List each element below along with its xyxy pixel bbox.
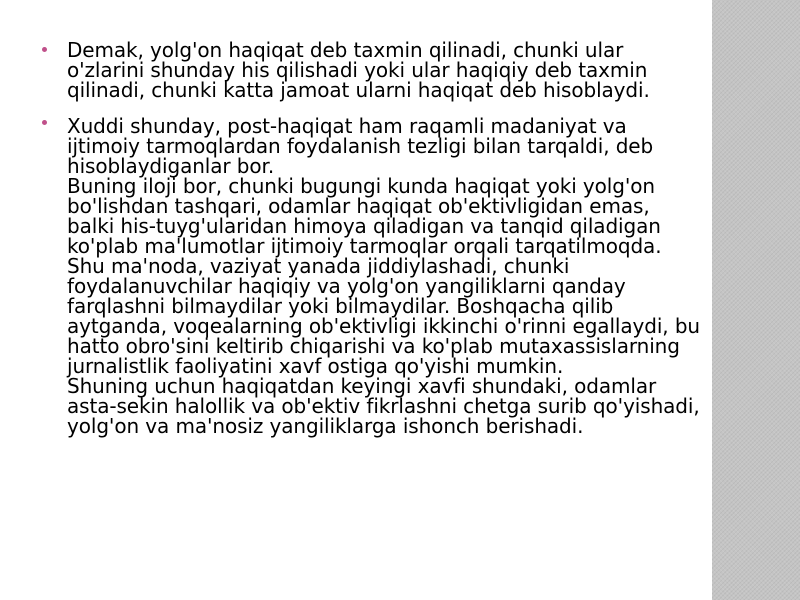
bullet-item [40, 116, 702, 436]
bullet-item [40, 40, 702, 100]
bullet-text: Demak, yolg'on haqiqat deb taxmin qilinadi, chunki ular o'zlarini shunday his qilishadi yoki ular haqiqiy deb taxmin qilinadi, chunki katta jamoat ularni haqiqat deb hisoblaydi. [67, 38, 650, 102]
bullet-paragraph: Xuddi shunday, post-haqiqat ham raqamli madaniyat va ijtimoiy tarmoqlardan foydalanish tezligi bilan tarqaldi, deb hisoblaydiganlar bor. [67, 114, 654, 178]
bullet-dot-icon [42, 120, 47, 125]
decorative-side-stripe [712, 0, 800, 600]
bullet-paragraph: Shuning uchun haqiqatdan keyingi xavfi shundaki, odamlar asta-sekin halollik va ob'ektiv fikrlashni chetga surib qo'yishadi, yolg'on va ma'nosiz yangiliklarga ishonch berishadi. [67, 374, 700, 438]
slide-content [40, 40, 702, 436]
bullet-dot-icon [42, 47, 47, 52]
bullet-paragraph: Buning iloji bor, chunki bugungi kunda haqiqat yoki yolg'on bo'lishdan tashqari, odamlar haqiqat ob'ektivligidan emas, balki his-tuyg'ularidan himoya qiladigan va tanqid qiladigan ko'plab ma'lumotlar ijtimoiy tarmoqlar orqali tarqatilmoqda. Shu ma'noda, vaziyat yanada jiddiylashadi, chunki foydalanuvchilar haqiqiy va yolg'on yangiliklarni qanday farqlashni bilmaydilar yoki bilmaydilar. Boshqacha qilib aytganda, voqealarning ob'ektivligi ikkinchi o'rinni egallaydi, bu hatto obro'sini keltirib chiqarishi va ko'plab mutaxassislarning jurnalistlik faoliyatini xavf ostiga qo'yishi mumkin. [67, 174, 700, 378]
